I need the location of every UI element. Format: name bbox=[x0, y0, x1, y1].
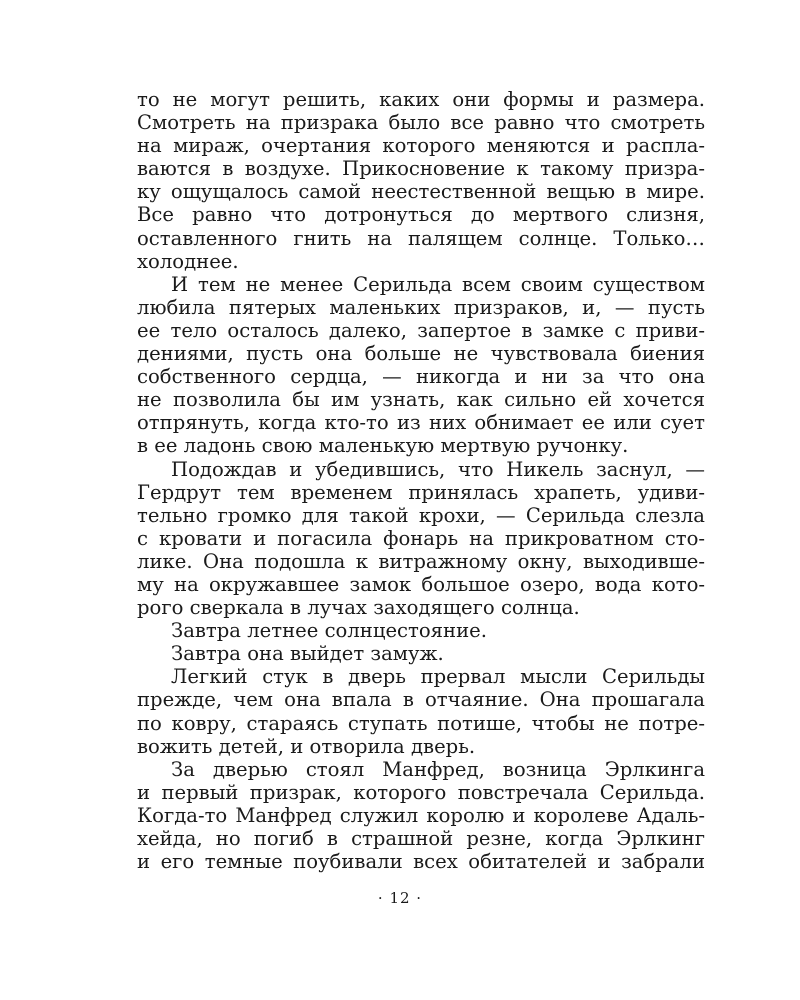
text-line: Смотреть на призрака было все равно что смотреть bbox=[137, 111, 705, 135]
text-line: За дверью стоял Манфред, возница Эрлкинга bbox=[171, 757, 705, 781]
text-line: Когда-то Манфред служил королю и королеве Адаль- bbox=[137, 803, 705, 827]
text-line: с кровати и погасила фонарь на прикроватном сто- bbox=[137, 526, 705, 550]
text-line: лике. Она подошла к витражному окну, выходивше- bbox=[137, 549, 705, 573]
text-line: на мираж, очертания которого меняются и распла- bbox=[137, 134, 705, 158]
text-line: вожить детей, и отворила дверь. bbox=[137, 734, 476, 758]
text-line: то не могут решить, каких они формы и размера. bbox=[137, 88, 705, 111]
text-line: и его темные поубивали всех обитателей и забрали bbox=[137, 850, 705, 874]
text-line: оставленного гнить на палящем солнце. Только… bbox=[137, 226, 705, 250]
text-line: ваются в воздухе. Прикосновение к такому призра- bbox=[137, 157, 705, 181]
text-line: холоднее. bbox=[137, 249, 239, 273]
text-line: тельно громко для такой крохи, — Серильда слезла bbox=[137, 503, 705, 527]
text-line: Легкий стук в дверь прервал мысли Серильды bbox=[171, 665, 705, 689]
text-line: и первый призрак, которого повстречала Серильда. bbox=[137, 780, 705, 804]
text-line: Завтра летнее солнцестояние. bbox=[171, 619, 487, 643]
text-line: по ковру, стараясь ступать потише, чтобы не потре- bbox=[137, 711, 705, 735]
text-line: ее тело осталось далеко, запертое в замке с приви- bbox=[137, 318, 705, 342]
text-line: отпрянуть, когда кто-то из них обнимает ее или сует bbox=[137, 411, 705, 435]
text-line: му на окружавшее замок большое озеро, вода кото- bbox=[137, 572, 705, 596]
text-line: рого сверкала в лучах заходящего солнца. bbox=[137, 596, 580, 620]
text-line: Подождав и убедившись, что Никель заснул, — bbox=[171, 457, 705, 481]
text-line: собственного сердца, — никогда и ни за что она bbox=[137, 365, 705, 389]
body-text bbox=[137, 88, 705, 873]
text-line: Гердрут тем временем принялась храпеть, удиви- bbox=[137, 480, 705, 504]
text-line: хейда, но погиб в страшной резне, когда Эрлкинг bbox=[137, 827, 705, 850]
text-line: любила пятерых маленьких призраков, и, — пусть bbox=[137, 295, 705, 319]
page-number: · 12 · bbox=[377, 889, 423, 907]
text-line: Все равно что дотронуться до мертвого слизня, bbox=[137, 203, 705, 227]
text-line: И тем не менее Серильда всем своим существом bbox=[171, 272, 705, 296]
text-line: прежде, чем она впала в отчаяние. Она прошагала bbox=[137, 688, 705, 712]
text-line: в ее ладонь свою маленькую мертвую ручонку. bbox=[137, 434, 629, 458]
text-line: Завтра она выйдет замуж. bbox=[171, 642, 444, 666]
text-line: ку ощущалось самой неестественной вещью в мире. bbox=[137, 180, 705, 204]
text-line: не позволила бы им узнать, как сильно ей хочется bbox=[137, 388, 705, 412]
text-line: дениями, пусть она больше не чувствовала биения bbox=[137, 342, 705, 366]
